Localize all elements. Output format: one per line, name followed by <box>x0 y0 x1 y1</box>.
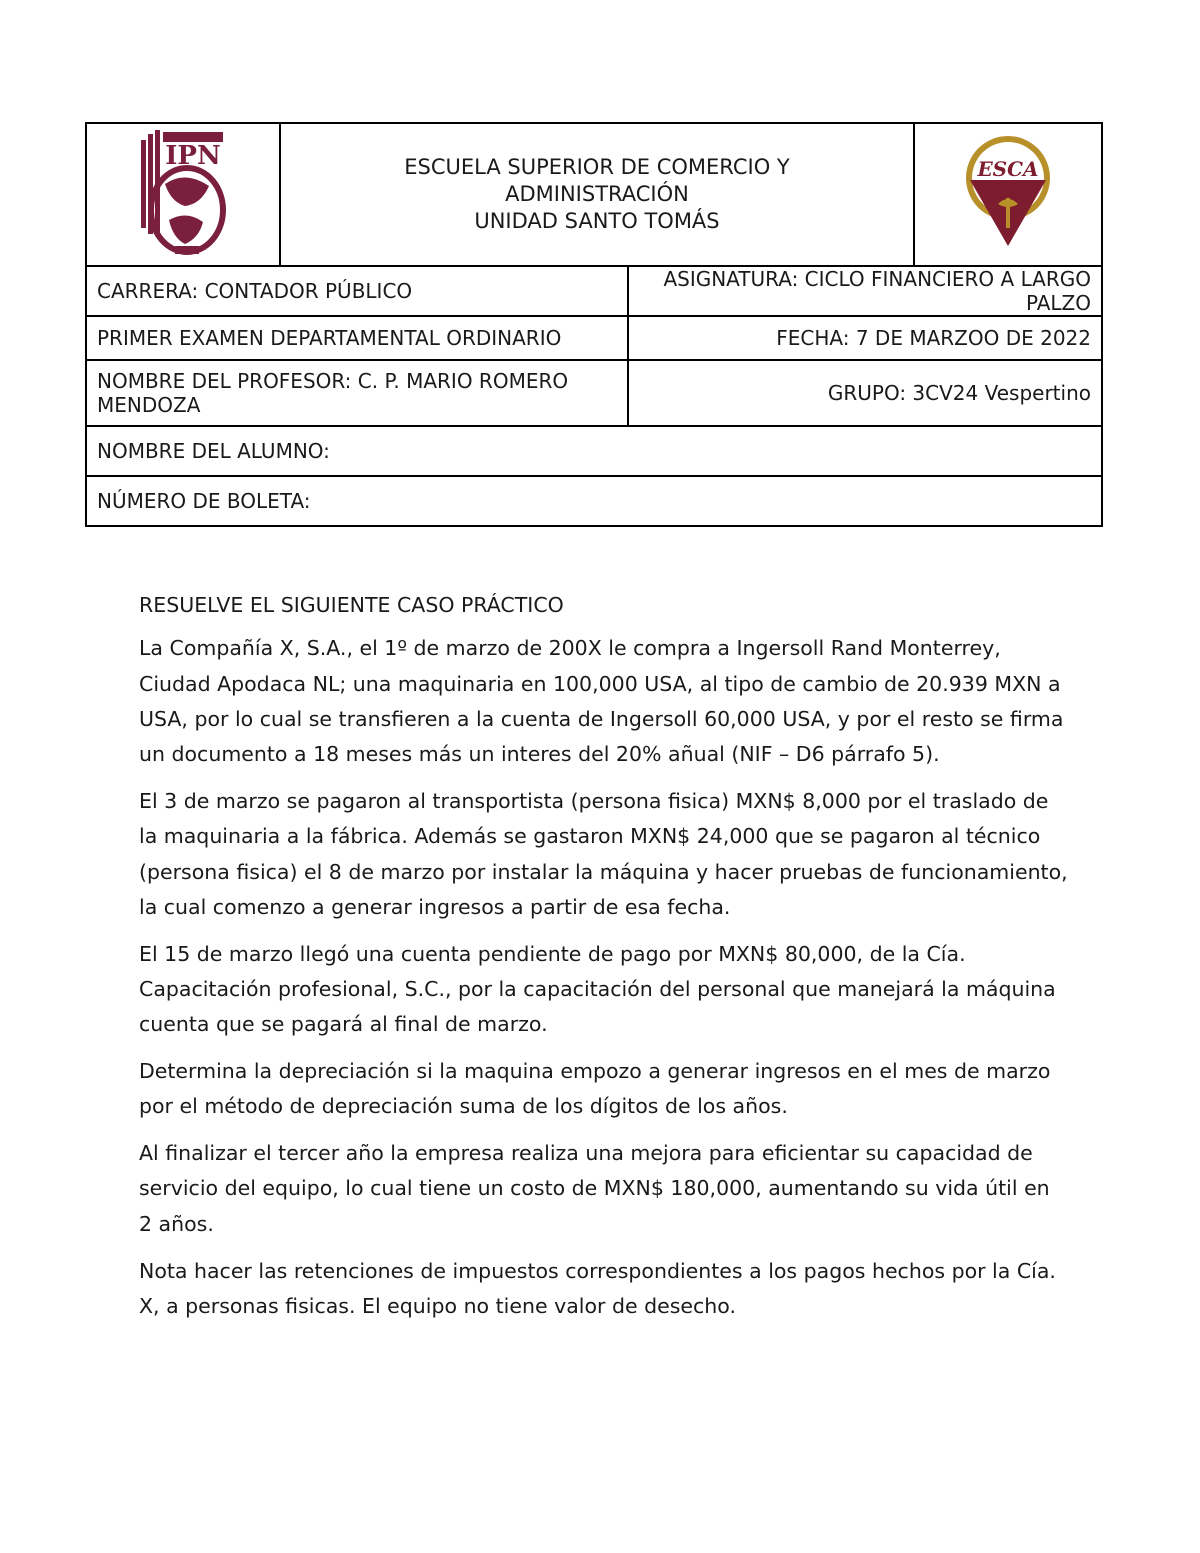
esca-logo-text: ESCA <box>977 157 1039 181</box>
examen-label: PRIMER EXAMEN DEPARTAMENTAL ORDINARIO <box>97 326 562 350</box>
profesor-line-1: NOMBRE DEL PROFESOR: C. P. MARIO ROMERO <box>97 369 569 393</box>
fecha-label: FECHA: 7 DE MARZOO DE 2022 <box>776 326 1091 350</box>
boleta-cell <box>86 476 1102 526</box>
examen-cell <box>86 316 628 360</box>
carrera-label: CARRERA: CONTADOR PÚBLICO <box>97 279 413 303</box>
exam-body <box>139 588 1069 1336</box>
paragraph-note: Nota hacer las retenciones de impuestos correspondientes a los pagos hechos por la Cía. X, a personas fisicas. El equipo no tiene valor de desecho. <box>139 1258 1056 1318</box>
institution-line-1: ESCUELA SUPERIOR DE COMERCIO Y <box>404 155 790 179</box>
alumno-cell <box>86 426 1102 476</box>
paragraph-depreciation: Determina la depreciación si la maquina empozo a generar ingresos en el mes de marzo por el método de depreciación suma de los dígitos de los años. <box>139 1059 1051 1119</box>
exam-header-table <box>85 122 1103 527</box>
grupo-label: GRUPO: 3CV24 Vespertino <box>827 381 1091 405</box>
fecha-cell <box>628 316 1102 360</box>
esca-logo <box>958 134 1058 250</box>
paragraph-improvement: Al finalizar el tercer año la empresa realiza una mejora para eficientar su capacidad de servicio del equipo, lo cual tiene un costo de MXN$ 180,000, aumentando su vida útil en 2 años. <box>139 1141 1050 1236</box>
ipn-logo-text: IPN <box>165 141 221 171</box>
grupo-cell <box>628 360 1102 426</box>
asignatura-line-1: ASIGNATURA: CICLO FINANCIERO A LARGO <box>663 267 1091 291</box>
esca-logo-cell <box>914 123 1102 266</box>
alumno-label: NOMBRE DEL ALUMNO: <box>97 439 330 463</box>
institution-line-3: UNIDAD SANTO TOMÁS <box>474 209 720 233</box>
ipn-logo-cell <box>86 123 280 266</box>
profesor-line-2: MENDOZA <box>97 393 201 417</box>
boleta-label: NÚMERO DE BOLETA: <box>97 489 311 513</box>
paragraph-purchase: La Compañía X, S.A., el 1º de marzo de 200X le compra a Ingersoll Rand Monterrey, Ciudad Apodaca NL; una maquinaria en 100,000 USA, al tipo de cambio de 20.939 MXN a USA, por lo cual se transfieren a la cuenta de Ingersoll 60,000 USA, y por el resto se firma un documento a 18 meses más un interes del 20% añual (NIF – D6 párrafo 5). <box>139 636 1064 767</box>
asignatura-cell <box>628 266 1102 316</box>
ipn-logo <box>135 124 231 260</box>
institution-title <box>280 123 914 266</box>
profesor-cell <box>86 360 628 426</box>
instructions-heading: RESUELVE EL SIGUIENTE CASO PRÁCTICO <box>139 593 564 617</box>
paragraph-transport-installation: El 3 de marzo se pagaron al transportista (persona fisica) MXN$ 8,000 por el traslado de la maquinaria a la fábrica. Además se gastaron MXN$ 24,000 que se pagaron al técnico (persona fisica) el 8 de marzo por instalar la máquina y hacer pruebas de funcionamiento, la cual comenzo a generar ingresos a partir de esa fecha. <box>139 788 1068 919</box>
paragraph-training: El 15 de marzo llegó una cuenta pendiente de pago por MXN$ 80,000, de la Cía. Capacitación profesional, S.C., por la capacitación del personal que manejará la máquina cuenta que se pagará al final de marzo. <box>139 941 1056 1037</box>
institution-line-2: ADMINISTRACIÓN <box>505 182 689 206</box>
asignatura-line-2: PALZO <box>1025 291 1091 315</box>
carrera-cell <box>86 266 628 316</box>
